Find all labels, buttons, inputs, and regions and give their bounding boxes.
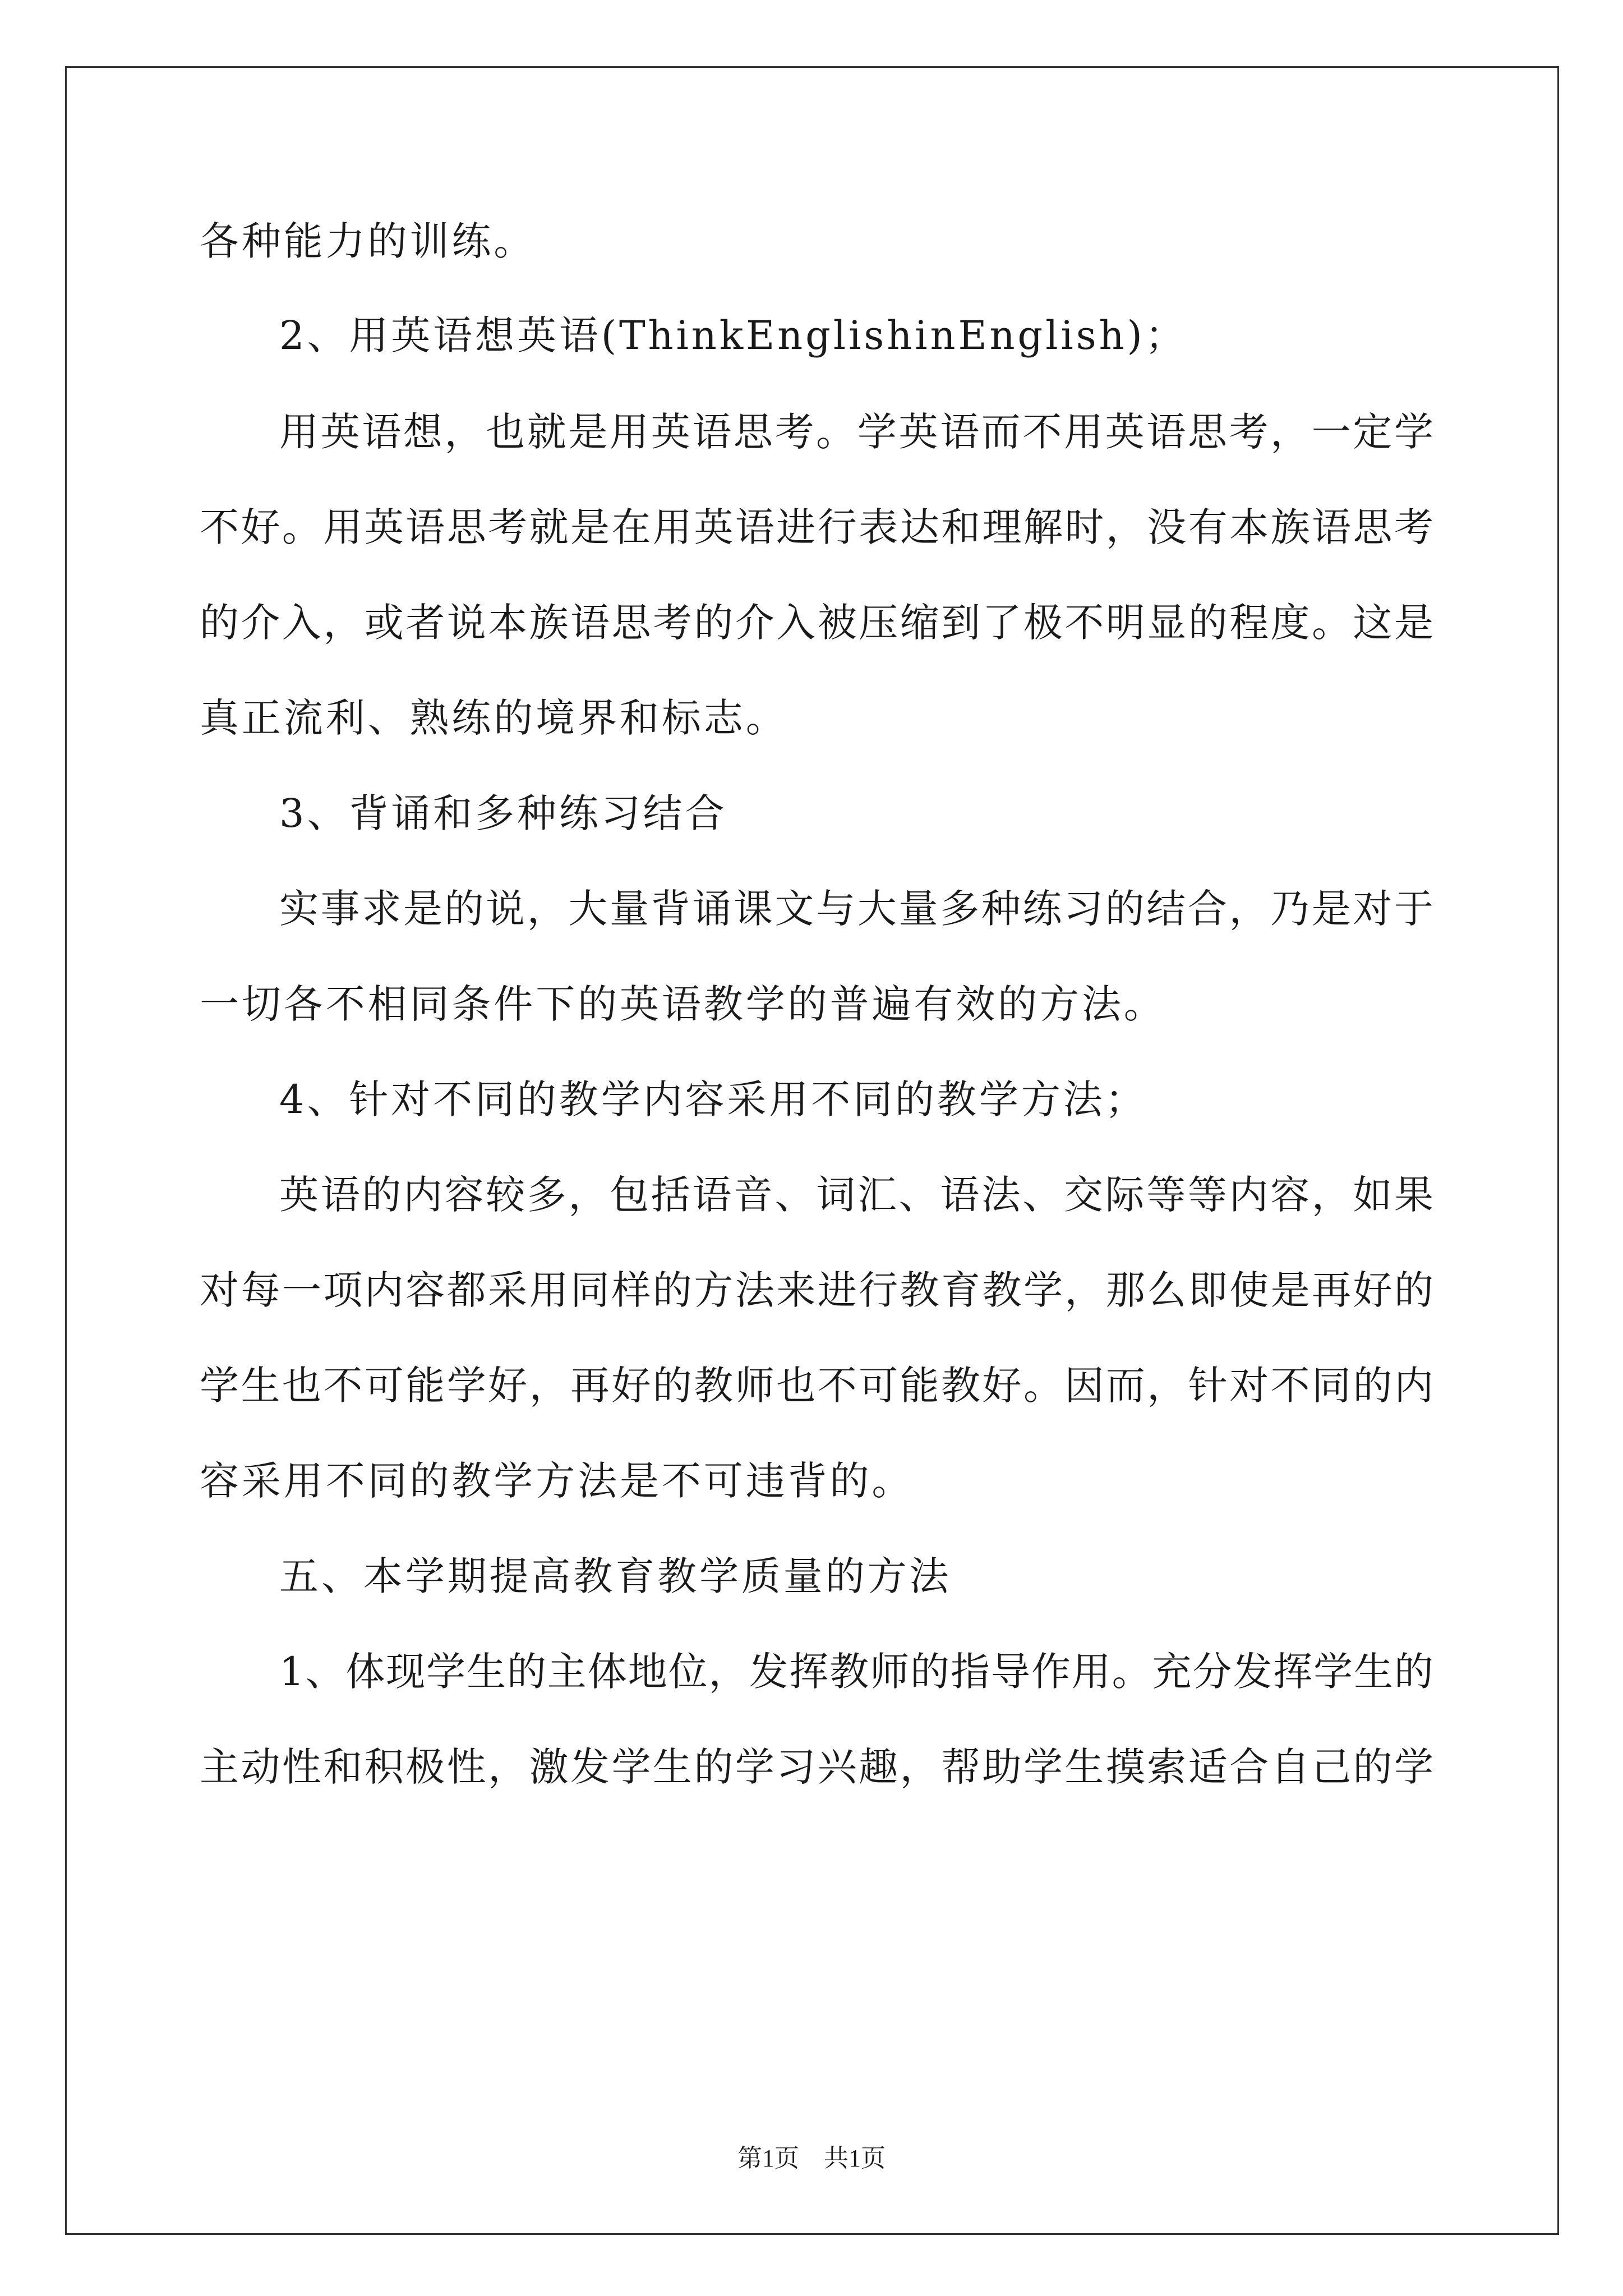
section-heading: 3、背诵和多种练习结合 (279, 790, 727, 836)
paragraph-line: 对每一项内容都采用同样的方法来进行教育教学，那么即使是再好的 (200, 1267, 1433, 1313)
paragraph-line: 容采用不同的教学方法是不可违背的。 (200, 1458, 914, 1504)
paragraph-line: 不好。用英语思考就是在用英语进行表达和理解时，没有本族语思考 (200, 504, 1433, 550)
text-line: 各种能力的训练。 (200, 218, 536, 264)
paragraph-line: 一切各不相同条件下的英语教学的普遍有效的方法。 (200, 981, 1166, 1027)
paragraph-line: 用英语想，也就是用英语思考。学英语而不用英语思考，一定学 (279, 409, 1433, 455)
section-heading: 4、针对不同的教学内容采用不同的教学方法； (279, 1076, 1147, 1122)
section-heading: 五、本学期提高教育教学质量的方法 (279, 1553, 952, 1599)
section-heading: 2、用英语想英语(ThinkEnglishinEnglish)； (279, 312, 1187, 358)
page-number: 第1页 共1页 (737, 2145, 886, 2172)
paragraph-line: 的介入，或者说本族语思考的介入被压缩到了极不明显的程度。这是 (200, 600, 1433, 646)
paragraph-line: 真正流利、熟练的境界和标志。 (200, 695, 788, 741)
paragraph-line: 主动性和积极性，激发学生的学习兴趣，帮助学生摸索适合自己的学 (200, 1744, 1433, 1790)
paragraph-line: 学生也不可能学好，再好的教师也不可能教好。因而，针对不同的内 (200, 1363, 1433, 1409)
paragraph-line: 实事求是的说，大量背诵课文与大量多种练习的结合，乃是对于 (279, 886, 1433, 932)
paragraph-line: 1、体现学生的主体地位，发挥教师的指导作用。充分发挥学生的 (279, 1649, 1433, 1695)
page-border (65, 66, 1559, 2235)
paragraph-line: 英语的内容较多，包括语音、词汇、语法、交际等等内容，如果 (279, 1172, 1433, 1218)
